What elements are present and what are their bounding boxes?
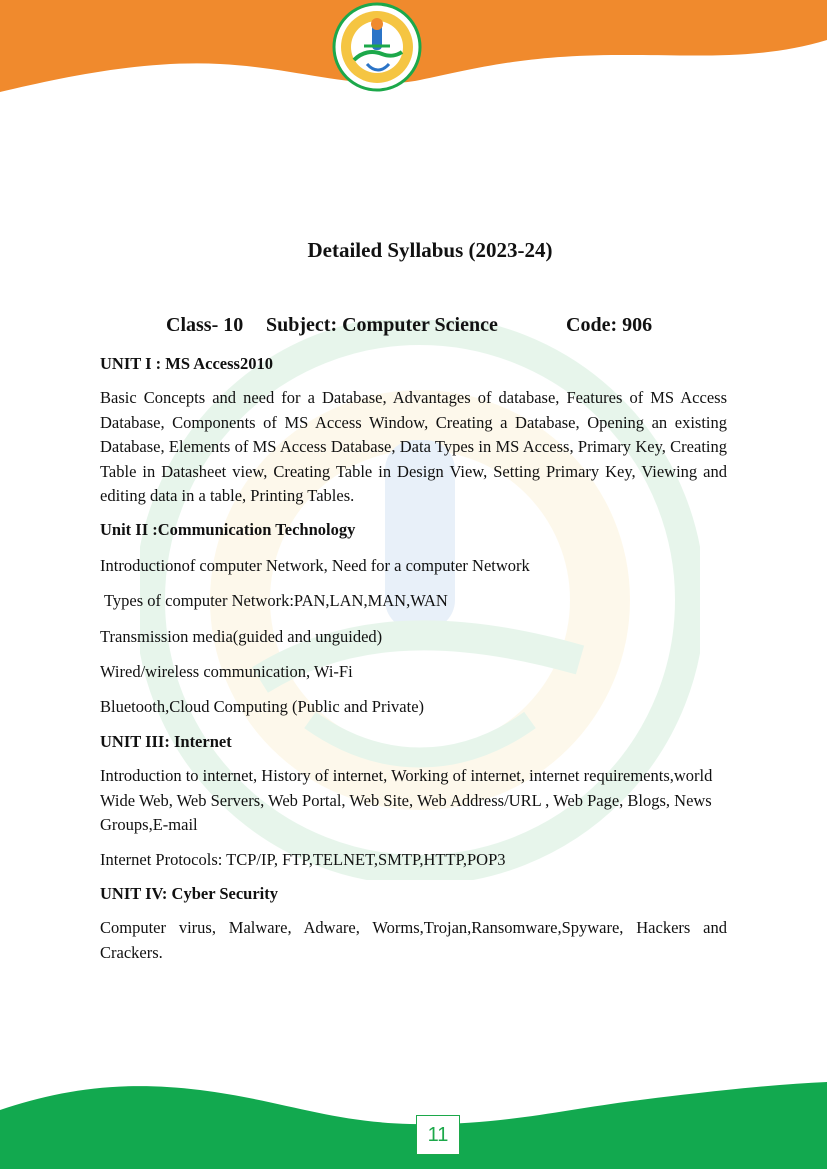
unit-paragraph: Internet Protocols: TCP/IP, FTP,TELNET,SMTP,HTTP,POP3 (100, 849, 506, 869)
unit-paragraph: Wired/wireless communication, Wi-Fi (100, 662, 353, 682)
code-label: Code: 906 (566, 314, 653, 336)
unit-heading: Unit II :Communication Technology (100, 520, 356, 540)
unit-heading: UNIT I : MS Access2010 (100, 354, 273, 373)
class-label: Class- 10 (166, 314, 244, 336)
unit-paragraph: Introduction to internet, History of internet, Working of internet, internet requirements,world Wide Web, Web Servers, Web Portal, Web Site, Web Address/URL , Web Page, Blogs, News Groups,E-mail (100, 766, 713, 835)
unit-paragraph: Computer virus, Malware, Adware, Worms,Trojan,Ransomware,Spyware, Hackers and Crackers. (100, 918, 727, 962)
unit-paragraph: Bluetooth,Cloud Computing (Public and Private) (100, 697, 425, 717)
subject-label: Subject: Computer Science (266, 314, 498, 336)
page-number: 11 (416, 1115, 460, 1155)
board-logo-icon (332, 2, 422, 92)
page-title: Detailed Syllabus (2023-24) (307, 238, 553, 262)
unit-heading: UNIT III: Internet (100, 731, 232, 751)
syllabus-content (100, 352, 727, 965)
unit-heading: UNIT IV: Cyber Security (100, 883, 278, 903)
unit-paragraph: Basic Concepts and need for a Database, Advantages of database, Features of MS Access Database, Components of MS Access Window, Creating a Database, Opening an existing Database, Elements of MS Access Database, Data Types in MS Access, Primary Key, Creating Table in Datasheet view, Creating Table in Design View, Setting Primary Key, Viewing and editing data in a table, Printing Tables. (100, 388, 727, 506)
unit-paragraph: Introductionof computer Network, Need for a computer Network (100, 555, 530, 575)
bottom-green-wave (0, 1060, 827, 1169)
unit-paragraph: Types of computer Network:PAN,LAN,MAN,WAN (104, 591, 448, 611)
unit-paragraph: Transmission media(guided and unguided) (100, 626, 383, 646)
